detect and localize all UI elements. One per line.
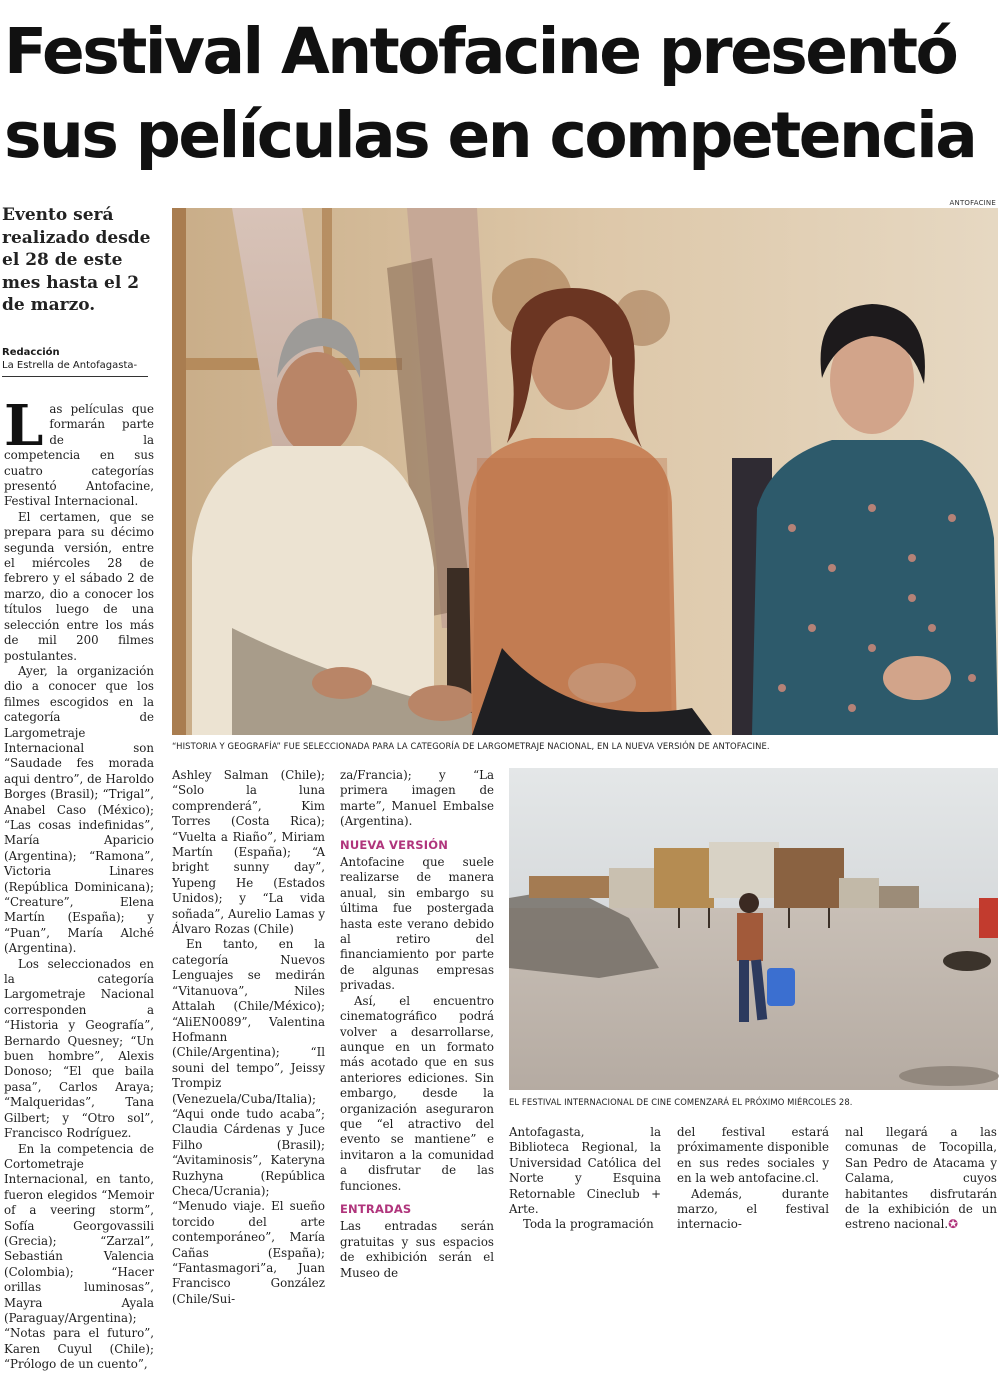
paragraph: Las entradas serán gratuitas y sus espacios de exhibición serán el Museo de: [340, 1219, 494, 1280]
article-deck: Evento será realizado desde el 28 de este mes hasta el 2 de marzo.: [2, 205, 151, 315]
body-column-5: [677, 1125, 829, 1237]
paragraph: Toda la programación: [523, 1217, 654, 1232]
photo-credit: ANTOFACINE: [949, 199, 996, 207]
headline-line-2: sus películas en competencia: [4, 99, 976, 172]
body-column-3: [340, 768, 494, 1280]
byline: [2, 346, 148, 377]
drop-cap: L: [4, 393, 44, 459]
paragraph: Los seleccionados en la categoría Largometraje Nacional corresponden a “Historia y Geografía”, Bernardo Quesney; “Un buen hombre”, Alexis Donoso; “El que baila pasa”, Carlos Araya; “Malqueridas”, Tana Gilbert; y “Otro sol”, Francisco Rodríguez.: [4, 956, 154, 1141]
paragraph: En la competencia de Cortometraje Internacional, en tanto, fueron elegidos “Memoir of a veering storm”, Sofía Georgovassili (Grecia); “Zarzal”, Sebastián Valencia (Colombia); “Hacer orillas luminosas”, Mayra Ayala (Paraguay/Argentina); “Notas para el futuro”, Karen Cuyul (Chile); “Prólogo de un cuento”,: [4, 1141, 154, 1372]
main-photo: [172, 208, 998, 735]
body-column-2: [172, 768, 325, 1306]
paragraph: Así, el encuentro cinematográfico podrá volver a desarrollarse, aunque en un formato más acotado que en sus anteriores ediciones. Sin embargo, desde la organización aseguraron que “el atractivo del evento se mantiene” e invitaron a la comunidad a disfrutar de las funciones.: [340, 993, 494, 1193]
second-photo-caption: EL FESTIVAL INTERNACIONAL DE CINE COMENZARÁ EL PRÓXIMO MIÉRCOLES 28.: [509, 1097, 853, 1107]
final-text: nal llegará a las comunas de Tocopilla, San Pedro de Atacama y Calama, cuyos habitantes disfrutarán de la exhibición de un estreno nacional.: [845, 1125, 997, 1232]
paragraph-lead: [4, 393, 154, 510]
end-mark-icon: ✪: [948, 1217, 959, 1232]
paragraph: del festival estará próximamente disponible en sus redes sociales y en la web antofacine.cl.: [677, 1125, 829, 1186]
second-photo: [509, 768, 998, 1090]
headline-line-1: Festival Antofacine presentó: [4, 15, 957, 88]
paragraph: Ayer, la organización dio a conocer que los filmes escogidos en la categoría de Largometraje Internacional son “Saudade fes morada aqui dentro”, de Haroldo Borges (Brasil); “Trigal”, Anabel Caso (México); “Las cosas indefinidas”, María Aparicio (Argentina); “Ramona”, Victoria Linares (República Dominicana); “Creature”, Elena Martín (España); y “Puan”, María Alché (Argentina).: [4, 663, 154, 956]
subhead-entradas: ENTRADAS: [340, 1201, 412, 1216]
paragraph: za/Francia); y “La primera imagen de marte”, Manuel Embalse (Argentina).: [340, 768, 494, 829]
byline-publication: La Estrella de Antofagasta-: [2, 360, 138, 371]
paragraph: El certamen, que se prepara para su décimo segunda versión, entre el miércoles 28 de febrero y el sábado 2 de marzo, dio a conocer los títulos luego de una selección entre los más de mil 200 filmes postulantes.: [4, 509, 154, 663]
main-photo-illustration: [172, 208, 998, 735]
paragraph: En tanto, en la categoría Nuevos Lenguajes se medirán “Vitanuova”, Niles Attalah (Chile/México); “AliEN0089”, Valentina Hofmann (Chile/Argentina); “Il souni del tempo”, Jeissy Trompiz (Venezuela/Cuba/Italia); “Aqui onde tudo acaba”; Claudia Cárdenas y Juce Filho (Brasil); “Avitaminosis”, Kateryna Ruzhyna (República Checa/Ucrania); “Menudo viaje. El sueño torcido del arte contemporáneo”, María Cañas (España); “Fantasmagori”a, Juan Francisco González (Chile/Sui-: [172, 937, 325, 1306]
body-column-4: [509, 1125, 661, 1237]
paragraph: [845, 1125, 997, 1233]
paragraph: Ashley Salman (Chile); “Solo la luna comprenderá”, Kim Torres (Costa Rica); “Vuelta a Riaño”, Miriam Martín (España); “A bright sunny day”, Yupeng He (Estados Unidos); y “La vida soñada”, Aurelio Lamas y Álvaro Rozas (Chile): [172, 768, 325, 937]
body-column-6: [845, 1125, 997, 1237]
subhead-nueva-version: NUEVA VERSIÓN: [340, 837, 449, 852]
lead-text: as películas que formarán parte de la competencia en sus cuatro categorías presentó Antofacine, Festival Internacional.: [4, 402, 154, 509]
paragraph: Además, durante marzo, el festival internacio-: [677, 1186, 829, 1232]
headline: [4, 10, 996, 178]
second-photo-illustration: [509, 768, 998, 1090]
main-photo-caption: “HISTORIA Y GEOGRAFÍA” FUE SELECCIONADA PARA LA CATEGORÍA DE LARGOMETRAJE NACIONAL, EN LA NUEVA VERSIÓN DE ANTOFACINE.: [172, 741, 770, 751]
body-column-1: [4, 393, 154, 1372]
paragraph: Antofagasta, la Biblioteca Regional, la Universidad Católica del Norte y Esquina Retornable Cineclub + Arte.: [509, 1125, 661, 1217]
paragraph: Antofacine que suele realizarse de manera anual, sin embargo su última fue postergada hasta este verano debido al retiro del financiamiento por parte de algunas empresas privadas.: [340, 855, 494, 993]
byline-author: Redacción: [2, 347, 60, 358]
